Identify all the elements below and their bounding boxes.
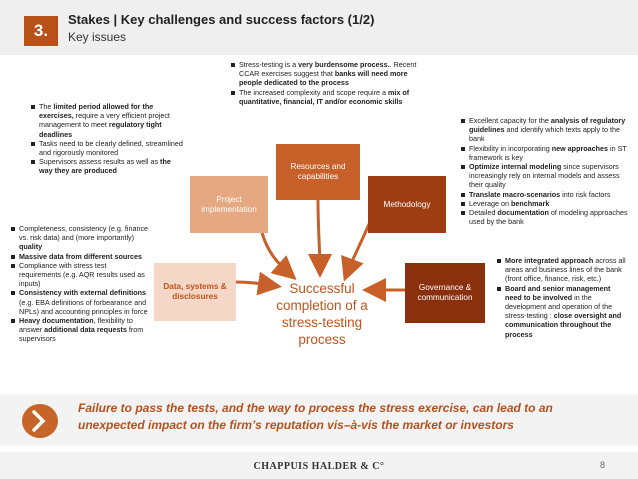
bullets-data [10, 224, 150, 344]
box-data-systems-label: Data, systems & disclosures [163, 282, 227, 301]
bullets-project [30, 102, 184, 176]
bullet-text: More integrated approach [505, 256, 594, 265]
box-methodology [368, 176, 446, 233]
bullet-item [230, 88, 420, 106]
bullet-text: quality [19, 242, 43, 252]
bullet-text: benchmark [510, 198, 550, 208]
bullet-text: limited period allowed for the exercises, [39, 102, 154, 121]
bullet-text: Consistency with external definitions [19, 288, 147, 298]
page-subtitle: Key issues [68, 30, 127, 44]
bullet-text: Detailed [469, 208, 498, 218]
bullets-methodology [460, 116, 628, 226]
brand-name: CHAPPUIS HALDER & C° [253, 461, 385, 472]
bullet-text: The [39, 102, 54, 111]
bullet-text: into risk factors [560, 189, 611, 199]
bullet-text: Excellent capacity for the [469, 116, 551, 125]
arrow-resources [318, 200, 320, 272]
section-number: 3. [24, 16, 58, 46]
chevron-logo-icon [22, 404, 58, 438]
bullet-text: Stress-testing is a [239, 60, 299, 69]
bullet-text: close oversight and communication throughout the process [505, 311, 622, 339]
bullet-item [460, 199, 628, 208]
conclusion-text: Failure to pass the tests, and the way to process the stress exercise, can lead to an unexpected impact on the firm’s reputation vis–à-vis the market or investors [78, 401, 553, 432]
arrow-data [236, 282, 276, 286]
box-governance-label: Governance & communication [417, 283, 473, 302]
bullet-text: Massive data from different sources [19, 251, 143, 261]
bullet-text: The increased complexity and scope require a [239, 87, 389, 97]
bullet-text: from supervisors [19, 325, 144, 344]
bullet-item [496, 256, 628, 284]
bullet-text: , flexibility to answer [19, 316, 133, 335]
bullet-item [10, 288, 150, 316]
bullet-text: Completeness, consistency (e.g. finance vs. risk data) and (more importantly) [19, 224, 149, 243]
bullet-text: of modeling approaches used by the bank [469, 208, 628, 227]
bullet-item [460, 190, 628, 199]
bullet-text: banks will need more people dedicated to the process [239, 69, 408, 88]
bullet-item [10, 224, 150, 252]
arrow-methodology [346, 222, 370, 276]
bullet-text: require a very efficient project management to meet [39, 111, 170, 130]
box-resources-label: Resources and capabilities [290, 162, 346, 181]
center-goal-text: Successful completion of a stress-testing process [276, 281, 368, 347]
bullet-item [10, 261, 150, 289]
bullet-text: Compliance with stress test requirements (e.g. AQR results used as inputs) [19, 260, 145, 289]
bullet-text: Leverage on [469, 198, 511, 208]
bullet-item [460, 116, 628, 144]
bullet-item [30, 102, 184, 139]
bullet-text: Tasks need to be clearly defined, streamlined and rigorously monitored [39, 138, 183, 158]
bullet-item [10, 252, 150, 261]
bullet-text: additional data requests [44, 325, 127, 335]
box-methodology-label: Methodology [383, 199, 431, 209]
bullet-text: (e.g. EBA definitions of forbearance and NPLs) and accounting principles in force [19, 297, 148, 316]
bullet-item [30, 139, 184, 157]
bullet-text: and identify which texts apply to the bank [469, 125, 621, 144]
bullet-text: regulatory tight deadlines [39, 120, 162, 139]
bullet-text: Board and senior management need to be involved [505, 283, 611, 302]
bullet-text: new approaches [551, 143, 609, 153]
bullet-text: Supervisors assess results as well as [39, 157, 161, 167]
box-project-label: Project implementation [201, 194, 257, 214]
page-number: 8 [600, 460, 606, 470]
bullet-text: Translate macro-scenarios [469, 189, 561, 199]
box-resources [276, 144, 360, 200]
bullet-item [496, 284, 628, 339]
bullet-item [10, 316, 150, 344]
bullet-text: analysis of regulatory guidelines [469, 116, 626, 135]
box-governance [405, 263, 485, 323]
bullet-text: documentation [497, 208, 549, 218]
bullet-text: Flexibility in incorporating [469, 143, 552, 153]
box-data-systems [154, 263, 236, 321]
bullet-item [460, 144, 628, 162]
box-project [190, 176, 268, 233]
bullet-text: since supervisors increasingly rely on internal models and assess their quality [469, 162, 620, 190]
arrow-project [262, 233, 292, 276]
bullet-text: Heavy documentation [19, 316, 94, 326]
bullet-text: mix of quantitative, financial, IT and/or economic skills [239, 87, 410, 106]
bullets-resources [230, 60, 420, 106]
bullet-text: the way they are produced [39, 157, 171, 176]
bullets-governance [496, 256, 628, 339]
bullet-item [460, 208, 628, 226]
bullet-item [460, 162, 628, 190]
bullet-text: . Recent CCAR exercises suggest that [239, 60, 417, 79]
bullet-item [230, 60, 420, 88]
bullet-text: in the development and operation of the stress-testing : [505, 292, 613, 321]
page-title: Stakes | Key challenges and success factors (1/2) [68, 12, 375, 27]
bullet-text: in ST framework is key [469, 143, 627, 162]
bullet-text: across all areas and business lines of the bank (front office, finance, risk, etc.) [505, 256, 626, 284]
bullet-text: very burdensome process. [298, 60, 390, 69]
bullet-item [30, 157, 184, 175]
bullet-text: Optimize internal modeling [469, 162, 562, 172]
